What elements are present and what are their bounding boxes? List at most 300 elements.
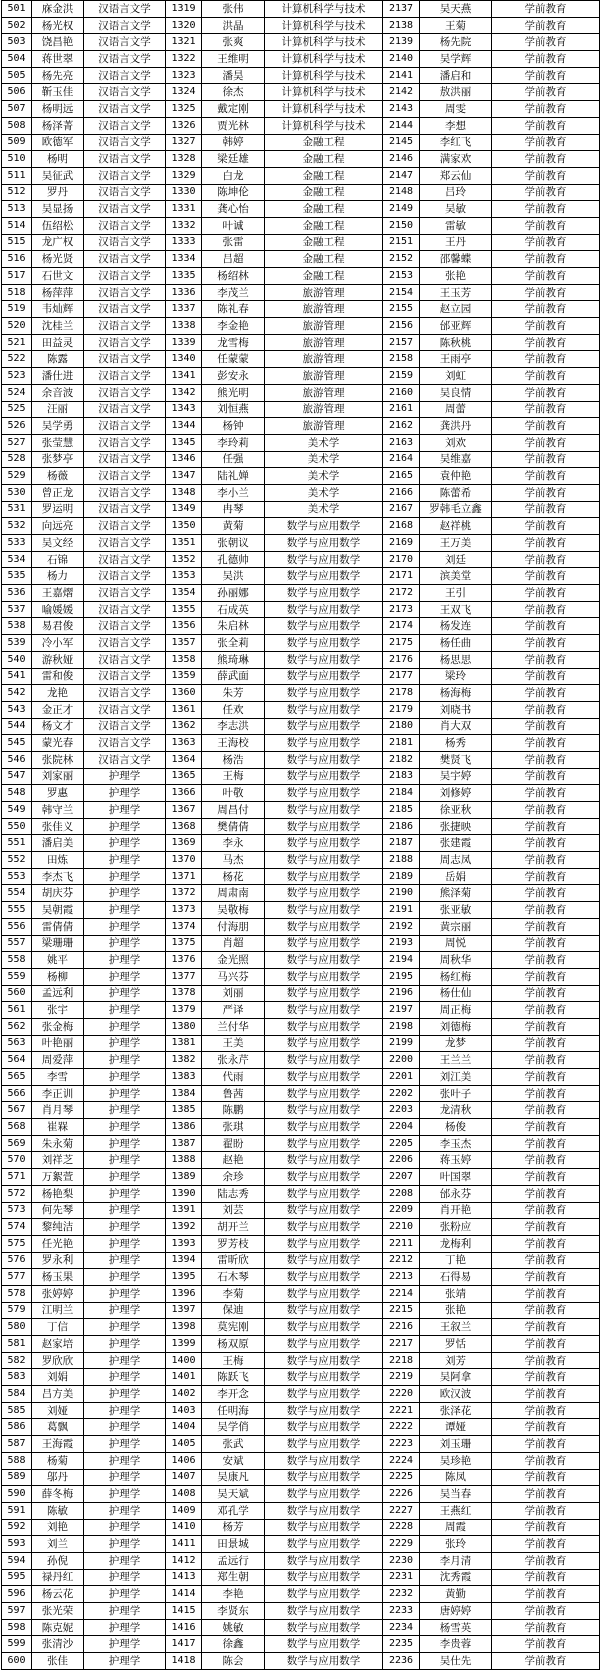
name-cell-a: 赵家培 [32,1336,84,1353]
name-cell-c: 刘修婷 [420,785,492,802]
name-cell-c: 滨美堂 [420,568,492,585]
name-cell-c: 周霞 [420,1519,492,1536]
major-cell-b: 旅游管理 [265,384,383,401]
major-cell-a: 护理学 [84,1169,166,1186]
seq-cell-a: 515 [2,234,32,251]
major-cell-b: 数学与应用数学 [265,802,383,819]
major-cell-b: 数学与应用数学 [265,1152,383,1169]
seq-cell-c: 2163 [383,434,420,451]
seq-cell-b: 1391 [166,1202,202,1219]
major-cell-c: 学前教育 [492,1486,600,1503]
name-cell-b: 吴敬梅 [202,902,265,919]
major-cell-c: 学前教育 [492,1035,600,1052]
name-cell-b: 保迪 [202,1302,265,1319]
seq-cell-b: 1415 [166,1603,202,1620]
seq-cell-a: 583 [2,1369,32,1386]
name-cell-b: 邓孔学 [202,1502,265,1519]
major-cell-a: 护理学 [84,1502,166,1519]
table-row [2,418,600,435]
seq-cell-b: 1395 [166,1269,202,1286]
table-row [2,268,600,285]
major-cell-b: 数学与应用数学 [265,701,383,718]
seq-cell-c: 2143 [383,101,420,118]
seq-cell-a: 560 [2,985,32,1002]
name-cell-a: 张婷婷 [32,1285,84,1302]
seq-cell-b: 1413 [166,1569,202,1586]
major-cell-a: 汉语言文学 [84,601,166,618]
major-cell-c: 学前教育 [492,768,600,785]
seq-cell-a: 561 [2,1002,32,1019]
name-cell-b: 李小兰 [202,484,265,501]
major-cell-b: 美术学 [265,501,383,518]
name-cell-a: 任光艳 [32,1235,84,1252]
name-cell-c: 吴仕先 [420,1653,492,1670]
major-cell-b: 数学与应用数学 [265,1603,383,1620]
name-cell-b: 胡开兰 [202,1219,265,1236]
name-cell-a: 张佳 [32,1653,84,1670]
table-body [2,1,600,1670]
name-cell-b: 徐鑫 [202,1636,265,1653]
major-cell-b: 金融工程 [265,184,383,201]
seq-cell-a: 551 [2,835,32,852]
major-cell-a: 汉语言文学 [84,535,166,552]
name-cell-b: 任欢 [202,701,265,718]
table-row [2,1202,600,1219]
major-cell-a: 护理学 [84,1386,166,1403]
seq-cell-c: 2164 [383,451,420,468]
major-cell-c: 学前教育 [492,501,600,518]
seq-cell-a: 562 [2,1018,32,1035]
seq-cell-a: 501 [2,1,32,18]
table-row [2,1319,600,1336]
name-cell-a: 杨明 [32,151,84,168]
name-cell-a: 杨艳梨 [32,1185,84,1202]
major-cell-a: 护理学 [84,1519,166,1536]
seq-cell-c: 2152 [383,251,420,268]
seq-cell-a: 580 [2,1319,32,1336]
name-cell-b: 周昌付 [202,802,265,819]
seq-cell-b: 1417 [166,1636,202,1653]
major-cell-a: 汉语言文学 [84,434,166,451]
name-cell-a: 叶艳丽 [32,1035,84,1052]
seq-cell-b: 1358 [166,651,202,668]
name-cell-c: 岳娟 [420,868,492,885]
table-row [2,201,600,218]
major-cell-c: 学前教育 [492,1386,600,1403]
major-cell-b: 旅游管理 [265,334,383,351]
table-row [2,101,600,118]
table-row [2,885,600,902]
seq-cell-a: 586 [2,1419,32,1436]
name-cell-a: 杨玉果 [32,1269,84,1286]
major-cell-b: 计算机科学与技术 [265,67,383,84]
name-cell-b: 龚心怡 [202,201,265,218]
name-cell-c: 吴当春 [420,1486,492,1503]
name-cell-a: 李杰飞 [32,868,84,885]
major-cell-a: 护理学 [84,1069,166,1086]
seq-cell-a: 553 [2,868,32,885]
name-cell-b: 杨芳 [202,1519,265,1536]
name-cell-a: 万絮萱 [32,1169,84,1186]
major-cell-b: 数学与应用数学 [265,1219,383,1236]
name-cell-b: 石木琴 [202,1269,265,1286]
seq-cell-c: 2145 [383,134,420,151]
name-cell-b: 金光照 [202,952,265,969]
seq-cell-c: 2185 [383,802,420,819]
seq-cell-c: 2230 [383,1552,420,1569]
major-cell-a: 汉语言文学 [84,84,166,101]
seq-cell-c: 2182 [383,751,420,768]
name-cell-b: 孙丽娜 [202,585,265,602]
table-row [2,17,600,34]
major-cell-c: 学前教育 [492,1069,600,1086]
seq-cell-b: 1339 [166,334,202,351]
seq-cell-b: 1390 [166,1185,202,1202]
seq-cell-c: 2191 [383,902,420,919]
name-cell-b: 翟盼 [202,1135,265,1152]
table-row [2,802,600,819]
name-cell-a: 李雪 [32,1069,84,1086]
major-cell-c: 学前教育 [492,985,600,1002]
name-cell-a: 罗惠 [32,785,84,802]
seq-cell-c: 2140 [383,51,420,68]
seq-cell-c: 2214 [383,1285,420,1302]
major-cell-a: 汉语言文学 [84,117,166,134]
name-cell-b: 姚敏 [202,1619,265,1636]
major-cell-c: 学前教育 [492,785,600,802]
seq-cell-c: 2216 [383,1319,420,1336]
name-cell-a: 王嘉熠 [32,585,84,602]
name-cell-b: 王梅 [202,1352,265,1369]
major-cell-c: 学前教育 [492,301,600,318]
major-cell-a: 护理学 [84,1536,166,1553]
name-cell-b: 张武 [202,1436,265,1453]
name-cell-b: 兰付华 [202,1018,265,1035]
major-cell-b: 数学与应用数学 [265,1452,383,1469]
seq-cell-c: 2224 [383,1452,420,1469]
seq-cell-c: 2233 [383,1603,420,1620]
seq-cell-a: 533 [2,535,32,552]
seq-cell-a: 524 [2,384,32,401]
major-cell-c: 学前教育 [492,585,600,602]
name-cell-b: 付海朋 [202,918,265,935]
seq-cell-a: 540 [2,651,32,668]
table-row [2,718,600,735]
name-cell-b: 陈鹏 [202,1102,265,1119]
name-cell-c: 罗恬 [420,1336,492,1353]
major-cell-a: 护理学 [84,1352,166,1369]
name-cell-b: 王美 [202,1035,265,1052]
table-row [2,217,600,234]
seq-cell-a: 568 [2,1119,32,1136]
major-cell-a: 汉语言文学 [84,501,166,518]
name-cell-c: 龙梅利 [420,1235,492,1252]
seq-cell-a: 567 [2,1102,32,1119]
name-cell-c: 李玉杰 [420,1135,492,1152]
seq-cell-b: 1375 [166,935,202,952]
major-cell-b: 计算机科学与技术 [265,34,383,51]
name-cell-b: 田景城 [202,1536,265,1553]
name-cell-b: 张爽 [202,34,265,51]
table-row [2,1603,600,1620]
major-cell-a: 护理学 [84,1452,166,1469]
table-row [2,117,600,134]
name-cell-a: 罗欣欣 [32,1352,84,1369]
name-cell-b: 李开念 [202,1386,265,1403]
name-cell-c: 张粉应 [420,1219,492,1236]
name-cell-c: 梁玲 [420,668,492,685]
table-row [2,67,600,84]
name-cell-c: 周秋华 [420,952,492,969]
seq-cell-a: 541 [2,668,32,685]
major-cell-a: 护理学 [84,985,166,1002]
major-cell-a: 汉语言文学 [84,134,166,151]
major-cell-b: 数学与应用数学 [265,1085,383,1102]
major-cell-c: 学前教育 [492,234,600,251]
seq-cell-a: 550 [2,818,32,835]
name-cell-a: 周爱萍 [32,1052,84,1069]
name-cell-b: 陈会 [202,1653,265,1670]
major-cell-a: 护理学 [84,1603,166,1620]
seq-cell-b: 1355 [166,601,202,618]
table-row [2,968,600,985]
seq-cell-a: 518 [2,284,32,301]
seq-cell-c: 2223 [383,1436,420,1453]
name-cell-c: 欧汉波 [420,1386,492,1403]
seq-cell-c: 2183 [383,768,420,785]
name-cell-a: 饶昌艳 [32,34,84,51]
major-cell-a: 护理学 [84,818,166,835]
major-cell-a: 护理学 [84,1202,166,1219]
seq-cell-c: 2146 [383,151,420,168]
name-cell-b: 马兴芬 [202,968,265,985]
name-cell-a: 刘祥芝 [32,1152,84,1169]
seq-cell-c: 2202 [383,1085,420,1102]
name-cell-a: 田炼 [32,852,84,869]
seq-cell-b: 1319 [166,1,202,18]
major-cell-a: 护理学 [84,1219,166,1236]
major-cell-c: 学前教育 [492,201,600,218]
seq-cell-c: 2227 [383,1502,420,1519]
table-row [2,451,600,468]
name-cell-b: 杨花 [202,868,265,885]
seq-cell-c: 2217 [383,1336,420,1353]
name-cell-b: 贾光林 [202,117,265,134]
seq-cell-b: 1338 [166,318,202,335]
name-cell-a: 朱永菊 [32,1135,84,1152]
major-cell-a: 汉语言文学 [84,585,166,602]
seq-cell-c: 2159 [383,368,420,385]
name-cell-c: 敖洪丽 [420,84,492,101]
seq-cell-a: 530 [2,484,32,501]
seq-cell-c: 2236 [383,1653,420,1670]
name-cell-a: 沈桂兰 [32,318,84,335]
seq-cell-b: 1370 [166,852,202,869]
major-cell-c: 学前教育 [492,1235,600,1252]
major-cell-a: 汉语言文学 [84,268,166,285]
seq-cell-b: 1330 [166,184,202,201]
major-cell-c: 学前教育 [492,1369,600,1386]
name-cell-c: 陈蕾希 [420,484,492,501]
major-cell-b: 美术学 [265,451,383,468]
name-cell-c: 张玲 [420,1536,492,1553]
major-cell-c: 学前教育 [492,1085,600,1102]
major-cell-c: 学前教育 [492,1336,600,1353]
major-cell-c: 学前教育 [492,1552,600,1569]
seq-cell-b: 1378 [166,985,202,1002]
name-cell-c: 杨思思 [420,651,492,668]
major-cell-c: 学前教育 [492,685,600,702]
seq-cell-c: 2167 [383,501,420,518]
name-cell-b: 余珍 [202,1169,265,1186]
seq-cell-b: 1387 [166,1135,202,1152]
seq-cell-b: 1340 [166,351,202,368]
table-row [2,1018,600,1035]
name-cell-a: 龙广权 [32,234,84,251]
seq-cell-a: 576 [2,1252,32,1269]
major-cell-b: 数学与应用数学 [265,685,383,702]
seq-cell-a: 564 [2,1052,32,1069]
seq-cell-a: 538 [2,618,32,635]
major-cell-b: 旅游管理 [265,351,383,368]
seq-cell-c: 2204 [383,1119,420,1136]
name-cell-c: 刘虹 [420,368,492,385]
seq-cell-a: 532 [2,518,32,535]
major-cell-b: 数学与应用数学 [265,1035,383,1052]
table-row [2,84,600,101]
seq-cell-a: 504 [2,51,32,68]
seq-cell-a: 593 [2,1536,32,1553]
name-cell-a: 韦灿辉 [32,301,84,318]
name-cell-a: 陈克妮 [32,1619,84,1636]
seq-cell-a: 587 [2,1436,32,1453]
seq-cell-b: 1367 [166,802,202,819]
major-cell-b: 数学与应用数学 [265,635,383,652]
major-cell-a: 护理学 [84,1052,166,1069]
name-cell-b: 鲁茜 [202,1085,265,1102]
seq-cell-c: 2178 [383,685,420,702]
seq-cell-c: 2155 [383,301,420,318]
seq-cell-a: 536 [2,585,32,602]
seq-cell-b: 1356 [166,618,202,635]
major-cell-c: 学前教育 [492,668,600,685]
name-cell-c: 龙梦 [420,1035,492,1052]
table-row [2,585,600,602]
seq-cell-b: 1371 [166,868,202,885]
major-cell-a: 汉语言文学 [84,184,166,201]
name-cell-a: 胡庆芬 [32,885,84,902]
major-cell-b: 数学与应用数学 [265,735,383,752]
major-cell-a: 护理学 [84,1552,166,1569]
name-cell-a: 孙倪 [32,1552,84,1569]
major-cell-a: 护理学 [84,1419,166,1436]
name-cell-b: 雷昕欣 [202,1252,265,1269]
name-cell-a: 刘艳 [32,1519,84,1536]
major-cell-b: 数学与应用数学 [265,952,383,969]
seq-cell-b: 1379 [166,1002,202,1019]
major-cell-b: 计算机科学与技术 [265,117,383,134]
seq-cell-a: 512 [2,184,32,201]
name-cell-b: 陈礼春 [202,301,265,318]
major-cell-c: 学前教育 [492,34,600,51]
name-cell-c: 王菊 [420,17,492,34]
seq-cell-b: 1396 [166,1285,202,1302]
seq-cell-b: 1327 [166,134,202,151]
major-cell-b: 数学与应用数学 [265,868,383,885]
major-cell-c: 学前教育 [492,735,600,752]
name-cell-c: 王引 [420,585,492,602]
seq-cell-a: 511 [2,167,32,184]
name-cell-a: 姚平 [32,952,84,969]
seq-cell-b: 1405 [166,1436,202,1453]
seq-cell-c: 2171 [383,568,420,585]
seq-cell-a: 556 [2,918,32,935]
name-cell-a: 张光荣 [32,1603,84,1620]
name-cell-c: 蒋玉婷 [420,1152,492,1169]
table-row [2,1419,600,1436]
seq-cell-b: 1416 [166,1619,202,1636]
seq-cell-c: 2144 [383,117,420,134]
name-cell-b: 肖超 [202,935,265,952]
name-cell-a: 张清沙 [32,1636,84,1653]
table-row [2,935,600,952]
seq-cell-c: 2210 [383,1219,420,1236]
seq-cell-b: 1410 [166,1519,202,1536]
major-cell-a: 汉语言文学 [84,1,166,18]
seq-cell-c: 2186 [383,818,420,835]
major-cell-a: 护理学 [84,902,166,919]
name-cell-a: 杨菊 [32,1452,84,1469]
seq-cell-b: 1336 [166,284,202,301]
major-cell-a: 护理学 [84,1235,166,1252]
major-cell-c: 学前教育 [492,1352,600,1369]
name-cell-a: 张梦亭 [32,451,84,468]
name-cell-b: 李贤东 [202,1603,265,1620]
table-row [2,1002,600,1019]
name-cell-a: 罗运明 [32,501,84,518]
name-cell-c: 刘晓书 [420,701,492,718]
seq-cell-c: 2194 [383,952,420,969]
name-cell-a: 梁珊珊 [32,935,84,952]
major-cell-c: 学前教育 [492,1569,600,1586]
name-cell-c: 王双飞 [420,601,492,618]
name-cell-b: 朱芳 [202,685,265,702]
table-row [2,167,600,184]
seq-cell-c: 2168 [383,518,420,535]
seq-cell-b: 1359 [166,668,202,685]
seq-cell-b: 1399 [166,1336,202,1353]
seq-cell-b: 1403 [166,1402,202,1419]
seq-cell-b: 1376 [166,952,202,969]
seq-cell-c: 2153 [383,268,420,285]
name-cell-c: 叶国翠 [420,1169,492,1186]
name-cell-c: 龚洪丹 [420,418,492,435]
major-cell-c: 学前教育 [492,51,600,68]
name-cell-b: 孟远行 [202,1552,265,1569]
seq-cell-a: 585 [2,1402,32,1419]
major-cell-c: 学前教育 [492,1502,600,1519]
major-cell-a: 护理学 [84,768,166,785]
table-row [2,1052,600,1069]
table-row [2,384,600,401]
name-cell-a: 吴显扬 [32,201,84,218]
seq-cell-a: 531 [2,501,32,518]
name-cell-b: 张琪 [202,1119,265,1136]
seq-cell-c: 2213 [383,1269,420,1286]
major-cell-c: 学前教育 [492,17,600,34]
seq-cell-a: 579 [2,1302,32,1319]
name-cell-b: 李永 [202,835,265,852]
